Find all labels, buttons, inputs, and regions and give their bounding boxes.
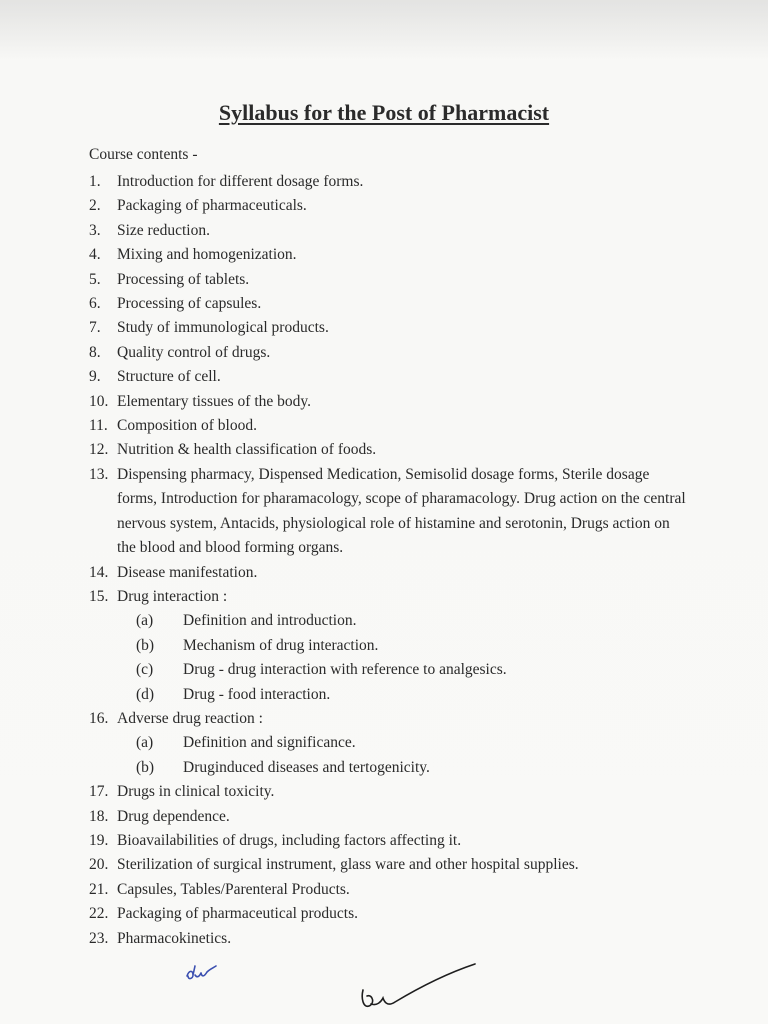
item-number: 10. <box>89 392 109 410</box>
scan-edge-shadow <box>0 0 768 60</box>
syllabus-item <box>89 316 689 340</box>
subitem-letter: (a) <box>136 612 154 630</box>
subitem-letter: (b) <box>136 758 155 776</box>
syllabus-item <box>89 219 689 243</box>
syllabus-item <box>89 707 689 731</box>
syllabus-subitem <box>89 756 689 780</box>
item-text: Drug dependence. <box>117 807 230 825</box>
item-text: Nutrition & health classification of foods. <box>117 441 377 459</box>
item-number: 14. <box>89 563 109 581</box>
subitem-text: Drug - food interaction. <box>183 685 331 703</box>
subitem-letter: (c) <box>136 661 154 679</box>
syllabus-item <box>89 390 689 414</box>
item-number: 13. <box>89 465 109 483</box>
item-text: Pharmacokinetics. <box>117 929 232 947</box>
item-number: 11. <box>89 417 108 435</box>
page-title: Syllabus for the Post of Pharmacist <box>218 100 550 125</box>
syllabus-item <box>89 170 689 194</box>
syllabus-item <box>89 341 689 365</box>
item-text: Mixing and homogenization. <box>117 246 297 264</box>
syllabus-item <box>89 414 689 438</box>
subitem-text: Definition and introduction. <box>183 612 357 630</box>
item-number: 21. <box>89 880 109 898</box>
syllabus-item <box>89 878 689 902</box>
item-number: 22. <box>89 905 109 923</box>
item-number: 1. <box>89 173 101 190</box>
item-text: Study of immunological products. <box>117 319 329 337</box>
syllabus-subitem <box>89 609 689 633</box>
item-number: 17. <box>89 783 109 801</box>
subitem-text: Definition and significance. <box>183 734 356 752</box>
initial-signature <box>184 960 224 988</box>
item-text: Adverse drug reaction : <box>117 709 263 727</box>
syllabus-subitem <box>89 731 689 755</box>
item-number: 8. <box>89 343 101 361</box>
item-number: 12. <box>89 441 109 459</box>
subitem-letter: (d) <box>136 685 155 703</box>
item-text: Packaging of pharmaceuticals. <box>117 197 307 215</box>
syllabus-item <box>89 243 689 267</box>
syllabus-item <box>89 438 689 462</box>
item-number: 4. <box>89 246 101 264</box>
syllabus-item <box>89 902 689 926</box>
syllabus-item <box>89 780 689 804</box>
subitem-text: Drug - drug interaction with reference to analgesics. <box>183 661 507 679</box>
subitem-text: Druginduced diseases and tertogenicity. <box>183 758 430 776</box>
syllabus-item <box>89 853 689 877</box>
item-text: Capsules, Tables/Parenteral Products. <box>117 880 350 898</box>
syllabus-item <box>89 268 689 292</box>
item-number: 16. <box>89 709 109 727</box>
item-text: Quality control of drugs. <box>117 343 271 361</box>
syllabus-subitem <box>89 634 689 658</box>
item-number: 23. <box>89 929 109 947</box>
item-number: 5. <box>89 270 101 288</box>
item-number: 18. <box>89 807 109 825</box>
syllabus-subitem <box>89 683 689 707</box>
item-number: 20. <box>89 856 109 874</box>
intro-text: Course contents - <box>89 146 198 163</box>
syllabus-item <box>89 585 689 609</box>
syllabus-subitem <box>89 658 689 682</box>
item-text: Introduction for different dosage forms. <box>117 173 364 190</box>
item-text: Bioavailabilities of drugs, including factors affecting it. <box>117 831 462 849</box>
item-text: Drugs in clinical toxicity. <box>117 783 275 801</box>
item-text: Drug interaction : <box>117 587 228 605</box>
syllabus-item <box>89 805 689 829</box>
item-number: 7. <box>89 319 101 337</box>
item-text: Dispensing pharmacy, Dispensed Medication, Semisolid dosage forms, Sterile dosage forms, Introduction for pharamacology, scope of pharamacology. Drug action on the central nervous system, Antacids, physiological role of histamine and serotonin, Drugs action on the blood and blood forming organs. <box>117 465 686 557</box>
item-number: 6. <box>89 295 101 313</box>
item-number: 3. <box>89 221 101 239</box>
item-number: 19. <box>89 831 109 849</box>
subitem-text: Mechanism of drug interaction. <box>183 636 379 654</box>
item-text: Composition of blood. <box>117 417 257 435</box>
syllabus-item <box>89 561 689 585</box>
item-text: Structure of cell. <box>117 368 221 386</box>
item-text: Processing of tablets. <box>117 270 250 288</box>
item-text: Elementary tissues of the body. <box>117 392 311 410</box>
syllabus-item <box>89 365 689 389</box>
item-text: Disease manifestation. <box>117 563 258 581</box>
subitem-letter: (b) <box>136 636 155 654</box>
syllabus-item <box>89 829 689 853</box>
item-text: Packaging of pharmaceutical products. <box>117 905 359 923</box>
handwritten-signature <box>355 960 480 1020</box>
syllabus-list <box>89 170 689 951</box>
syllabus-item <box>89 927 689 951</box>
syllabus-item <box>89 463 689 561</box>
item-number: 9. <box>89 368 101 386</box>
item-text: Processing of capsules. <box>117 295 262 313</box>
syllabus-item <box>89 292 689 316</box>
item-text: Size reduction. <box>117 221 210 239</box>
item-number: 15. <box>89 587 109 605</box>
item-number: 2. <box>89 197 101 215</box>
subitem-letter: (a) <box>136 734 154 752</box>
syllabus-item <box>89 194 689 218</box>
item-text: Sterilization of surgical instrument, glass ware and other hospital supplies. <box>117 856 579 874</box>
